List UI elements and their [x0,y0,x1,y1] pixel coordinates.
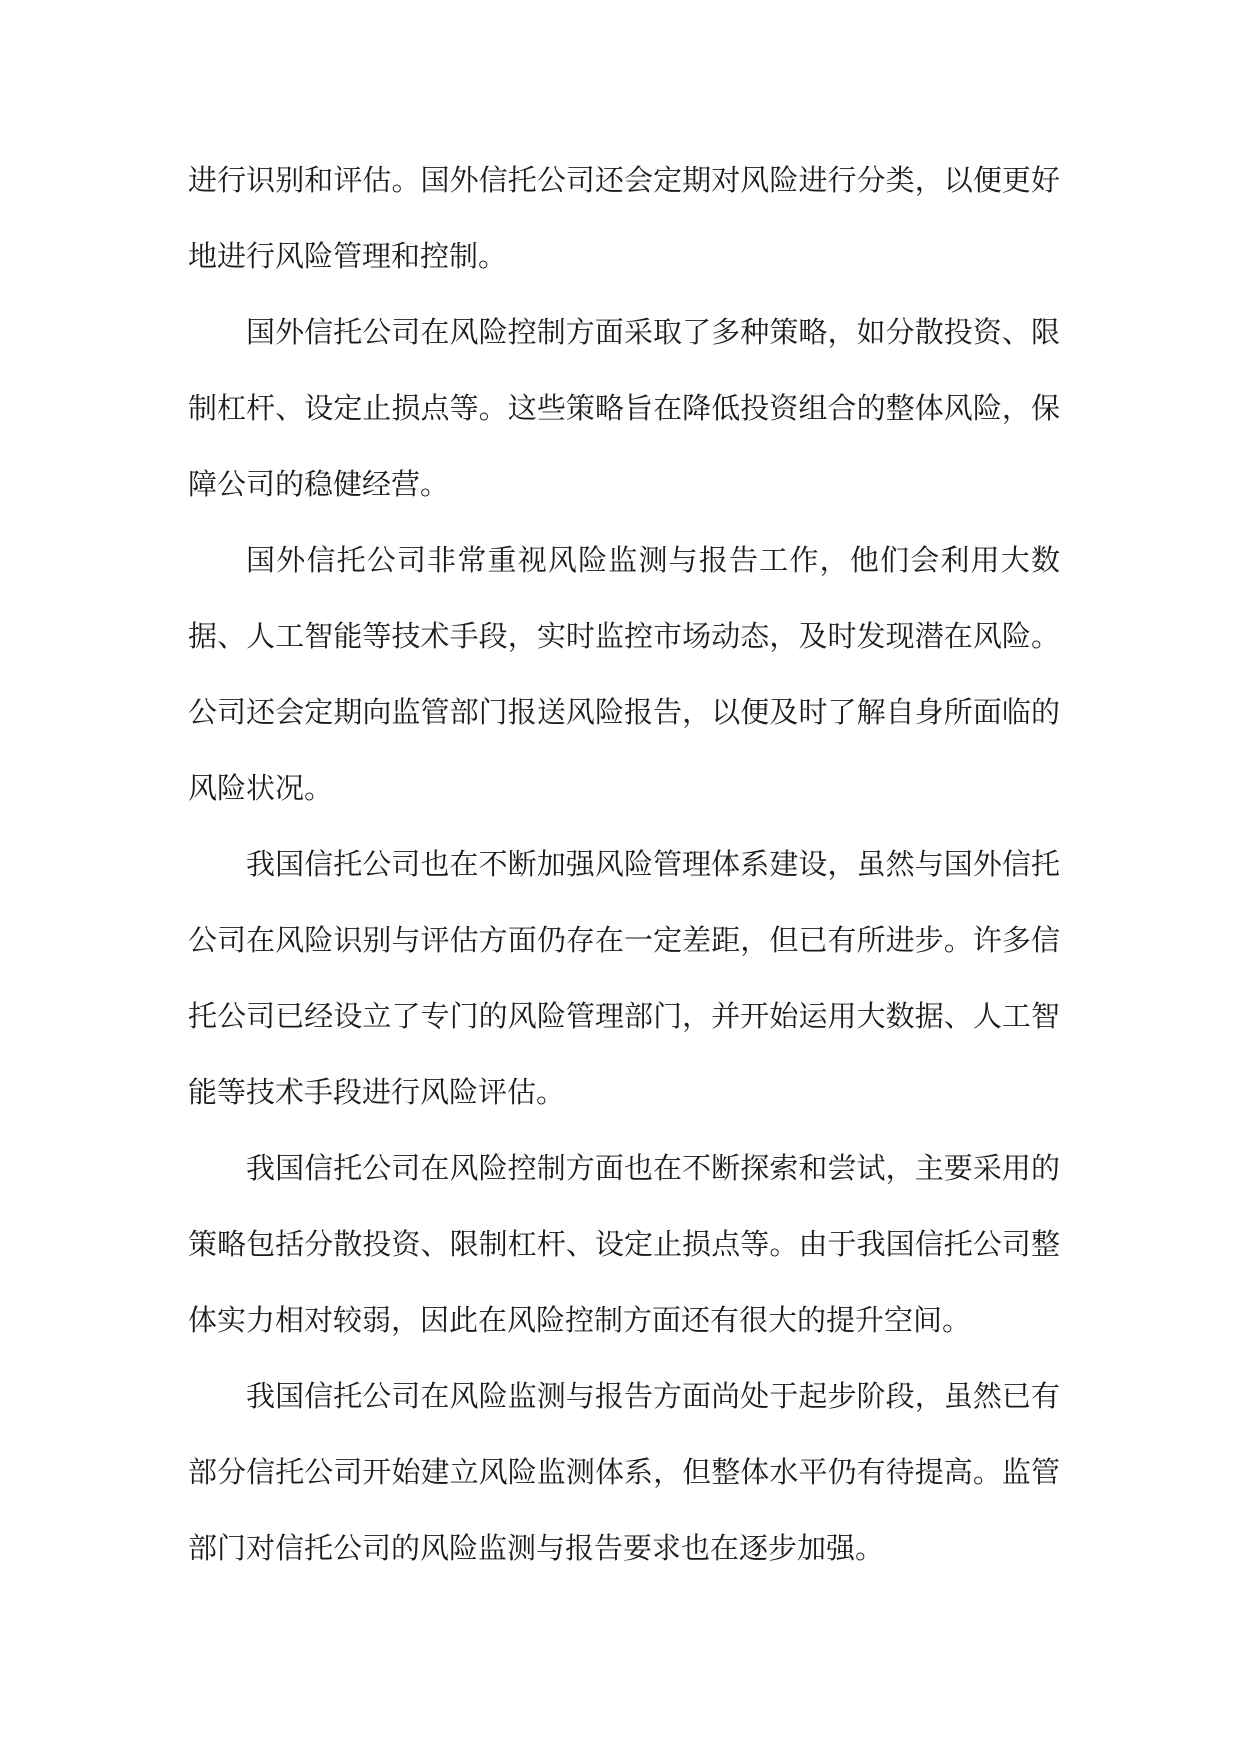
paragraph-2: 国外信托公司在风险控制方面采取了多种策略，如分散投资、限制杠杆、设定止损点等。这些策略旨在降低投资组合的整体风险，保障公司的稳健经营。 [188,315,1060,501]
paragraph-1: 进行识别和评估。国外信托公司还会定期对风险进行分类，以便更好地进行风险管理和控制。 [188,163,1060,273]
paragraph-4: 我国信托公司也在不断加强风险管理体系建设，虽然与国外信托公司在风险识别与评估方面仍存在一定差距，但已有所进步。许多信托公司已经设立了专门的风险管理部门，并开始运用大数据、人工智能等技术手段进行风险评估。 [188,847,1060,1109]
paragraph-3: 国外信托公司非常重视风险监测与报告工作，他们会利用大数据、人工智能等技术手段，实时监控市场动态，及时发现潜在风险。公司还会定期向监管部门报送风险报告，以便及时了解自身所面临的风险状况。 [188,543,1060,805]
paragraph-6: 我国信托公司在风险监测与报告方面尚处于起步阶段，虽然已有部分信托公司开始建立风险监测体系，但整体水平仍有待提高。监管部门对信托公司的风险监测与报告要求也在逐步加强。 [188,1379,1060,1565]
paragraph-5: 我国信托公司在风险控制方面也在不断探索和尝试，主要采用的策略包括分散投资、限制杠杆、设定止损点等。由于我国信托公司整体实力相对较弱，因此在风险控制方面还有很大的提升空间。 [188,1151,1060,1337]
document-body [188,142,1060,1586]
